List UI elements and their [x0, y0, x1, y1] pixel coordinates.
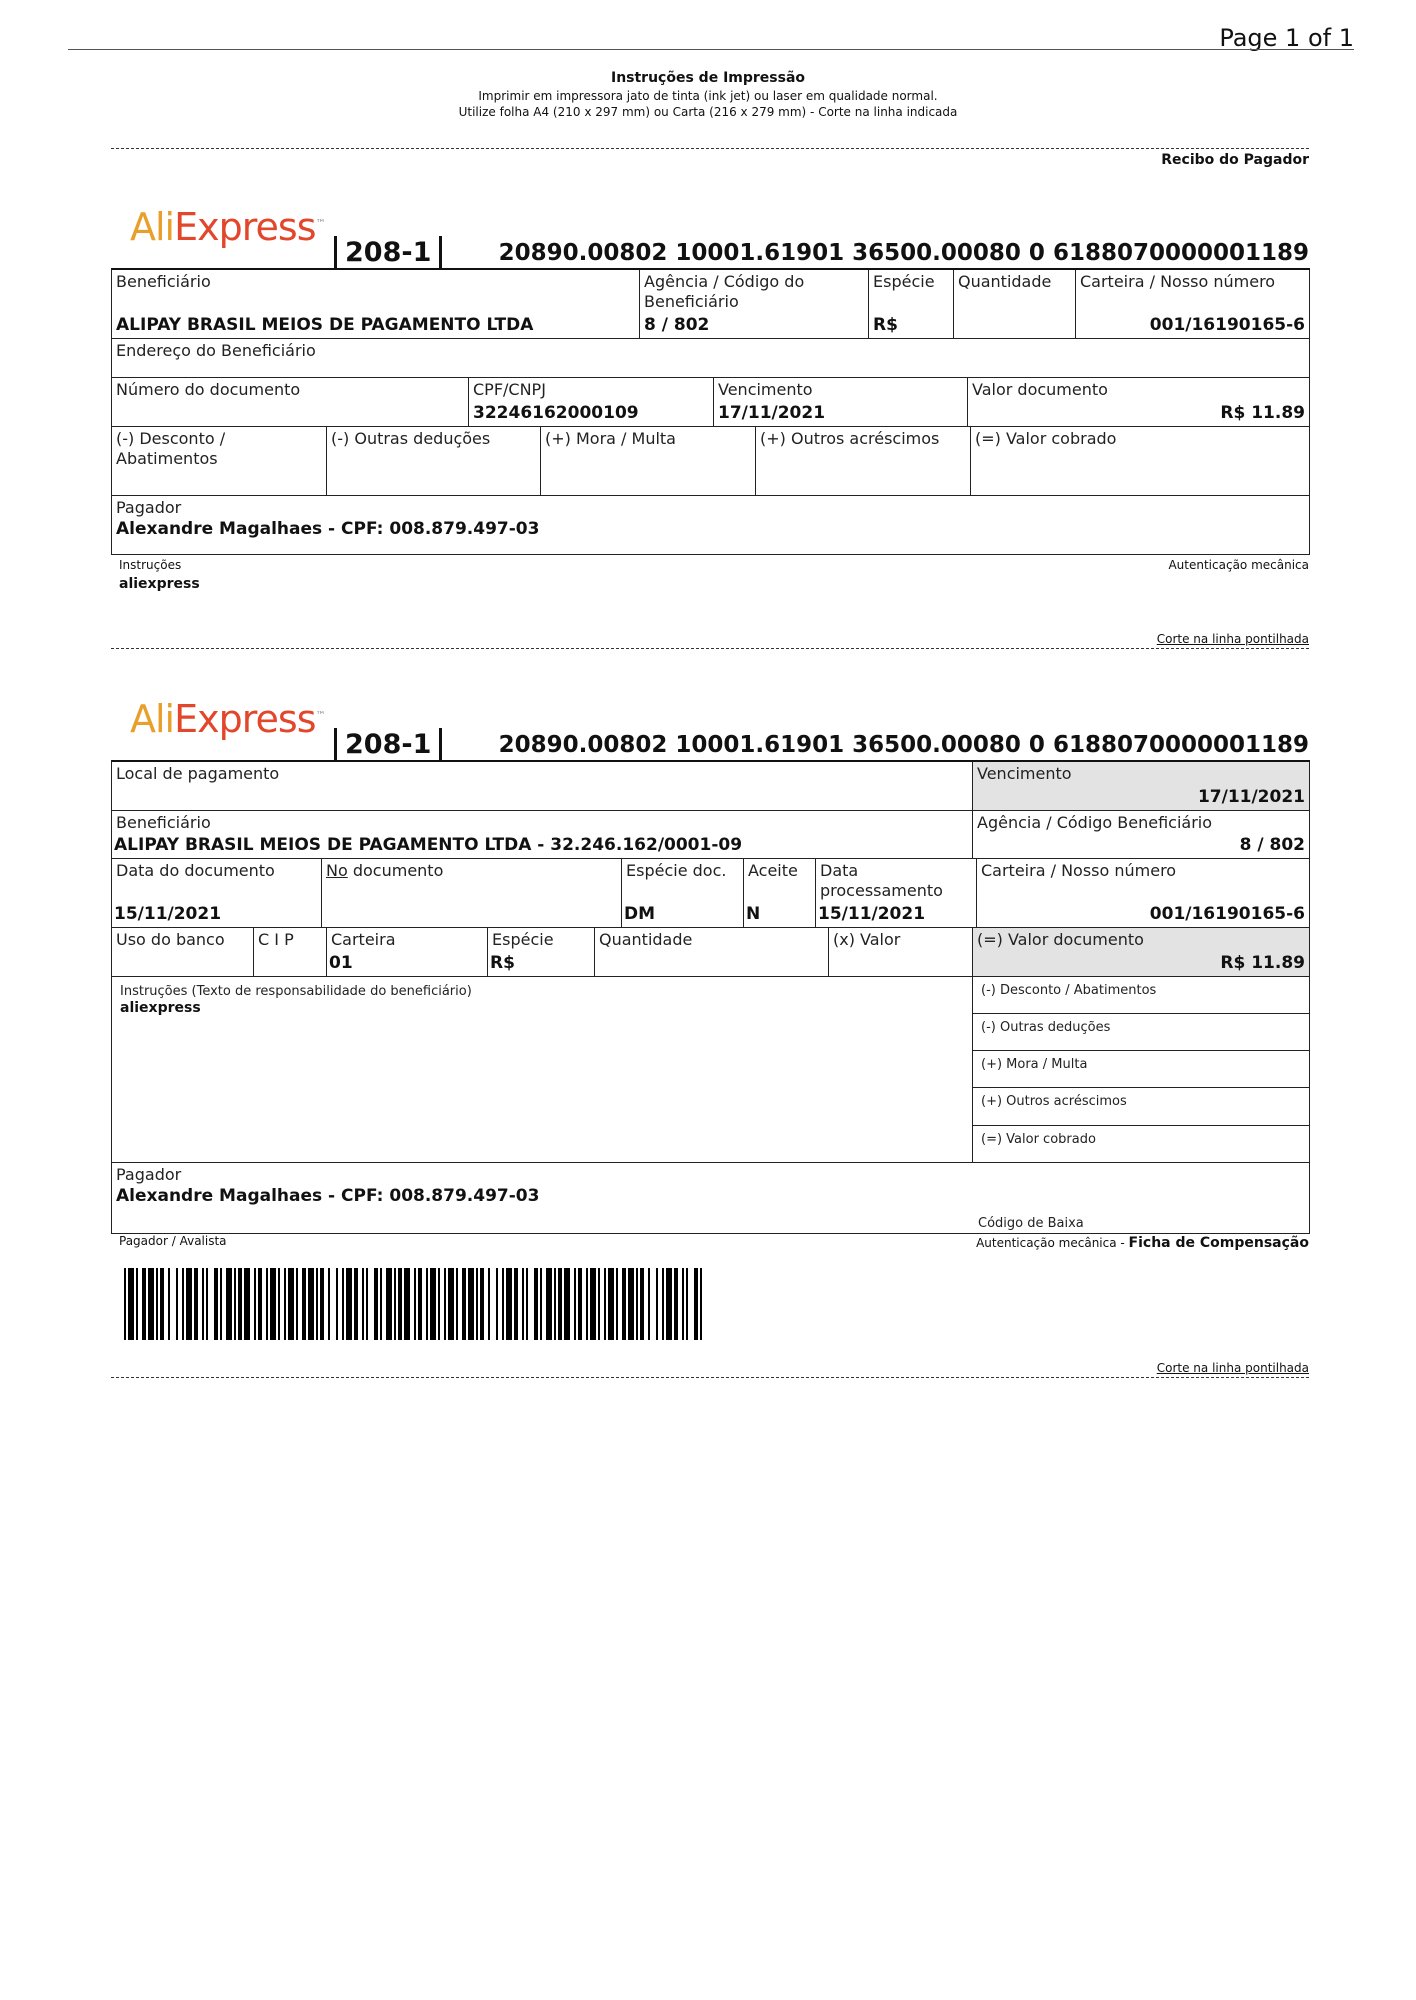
ficha-footer: Autenticação mecânica - Ficha de Compensação [976, 1235, 1309, 1251]
cut-line [111, 648, 1309, 649]
carteira-cell: Carteira / Nosso número 001/16190165-6 [1076, 270, 1310, 339]
ficha-table [111, 760, 1310, 1234]
pagador-avalista-label: Pagador / Avalista [119, 1234, 227, 1248]
data-processamento-cell: Data processamento 15/11/2021 [816, 859, 977, 928]
vencimento-cell: Vencimento 17/11/2021 [714, 378, 968, 427]
pagador-cell: Pagador Alexandre Magalhaes - CPF: 008.879.497-03 Código de Baixa [112, 1163, 1310, 1234]
digitable-line: 20890.00802 10001.61901 36500.00080 0 6188070000001189 [498, 240, 1309, 266]
endereco-cell: Endereço do Beneficiário [112, 339, 1310, 378]
instrucoes-label: Instruções [119, 558, 182, 572]
data-documento-cell: Data do documento 15/11/2021 [112, 859, 322, 928]
bank-code: 208-1 [334, 728, 442, 762]
header-divider [68, 49, 1354, 50]
valor-documento-cell: (=) Valor documento R$ 11.89 [973, 928, 1310, 977]
uso-banco-cell: Uso do banco [112, 928, 254, 977]
print-instructions-title: Instruções de Impressão [610, 70, 806, 86]
numero-documento-cell: No documento [322, 859, 622, 928]
local-pagamento-cell: Local de pagamento [112, 762, 973, 811]
valor-cobrado-cell: (=) Valor cobrado [971, 427, 1310, 496]
aliexpress-logo: AliExpress™ [130, 697, 325, 741]
agencia-cell: Agência / Código do Beneficiário 8 / 802 [640, 270, 869, 339]
autenticacao-label: Autenticação mecânica [1168, 558, 1309, 572]
codigo-baixa-label: Código de Baixa [978, 1216, 1084, 1231]
especie-cell: Espécie R$ [488, 928, 595, 977]
outras-deducoes-cell: (-) Outras deduções [973, 1014, 1310, 1051]
vencimento-cell: Vencimento 17/11/2021 [973, 762, 1310, 811]
beneficiario-cell: Beneficiário ALIPAY BRASIL MEIOS DE PAGAMENTO LTDA [112, 270, 640, 339]
corte-label: Corte na linha pontilhada [1156, 632, 1309, 646]
especie-doc-cell: Espécie doc. DM [622, 859, 744, 928]
cut-line [111, 1377, 1309, 1378]
barcode [124, 1268, 708, 1340]
receipt-section-title: Recibo do Pagador [1161, 152, 1309, 168]
x-valor-cell: (x) Valor [829, 928, 973, 977]
outros-acrescimos-cell: (+) Outros acréscimos [756, 427, 971, 496]
desconto-cell: (-) Desconto / Abatimentos [973, 977, 1310, 1014]
instrucoes-value: aliexpress [119, 576, 200, 592]
desconto-cell: (-) Desconto / Abatimentos [112, 427, 327, 496]
valor-cobrado-cell: (=) Valor cobrado [973, 1126, 1310, 1163]
valor-documento-cell: Valor documento R$ 11.89 [968, 378, 1310, 427]
ficha-title: Ficha de Compensação [1128, 1235, 1309, 1251]
page-number: Page 1 of 1 [1219, 24, 1354, 52]
cut-line [111, 148, 1309, 149]
receipt-table [111, 268, 1310, 555]
especie-cell: Espécie R$ [869, 270, 954, 339]
carteira-cell: Carteira 01 [327, 928, 488, 977]
mora-multa-cell: (+) Mora / Multa [541, 427, 756, 496]
outros-acrescimos-cell: (+) Outros acréscimos [973, 1088, 1310, 1126]
print-instructions-line2: Utilize folha A4 (210 x 297 mm) ou Carta (216 x 279 mm) - Corte na linha indicada [458, 105, 958, 119]
outras-deducoes-cell: (-) Outras deduções [327, 427, 541, 496]
beneficiario-cell: Beneficiário ALIPAY BRASIL MEIOS DE PAGAMENTO LTDA - 32.246.162/0001-09 [112, 811, 973, 859]
numero-documento-cell: Número do documento [112, 378, 469, 427]
digitable-line: 20890.00802 10001.61901 36500.00080 0 6188070000001189 [498, 732, 1309, 758]
pagador-cell: Pagador Alexandre Magalhaes - CPF: 008.879.497-03 [112, 496, 1310, 555]
cip-cell: C I P [254, 928, 327, 977]
mora-multa-cell: (+) Mora / Multa [973, 1051, 1310, 1088]
instrucoes-cell: Instruções (Texto de responsabilidade do beneficiário) aliexpress [112, 977, 973, 1163]
aceite-cell: Aceite N [744, 859, 816, 928]
aliexpress-logo: AliExpress™ [130, 205, 325, 249]
quantidade-cell: Quantidade [954, 270, 1076, 339]
quantidade-cell: Quantidade [595, 928, 829, 977]
corte-label: Corte na linha pontilhada [1156, 1361, 1309, 1375]
cpf-cnpj-cell: CPF/CNPJ 32246162000109 [469, 378, 714, 427]
print-instructions-line1: Imprimir em impressora jato de tinta (ink jet) ou laser em qualidade normal. [478, 89, 938, 103]
bank-code: 208-1 [334, 236, 442, 270]
carteira-nosso-numero-cell: Carteira / Nosso número 001/16190165-6 [977, 859, 1310, 928]
agencia-cell: Agência / Código Beneficiário 8 / 802 [973, 811, 1310, 859]
